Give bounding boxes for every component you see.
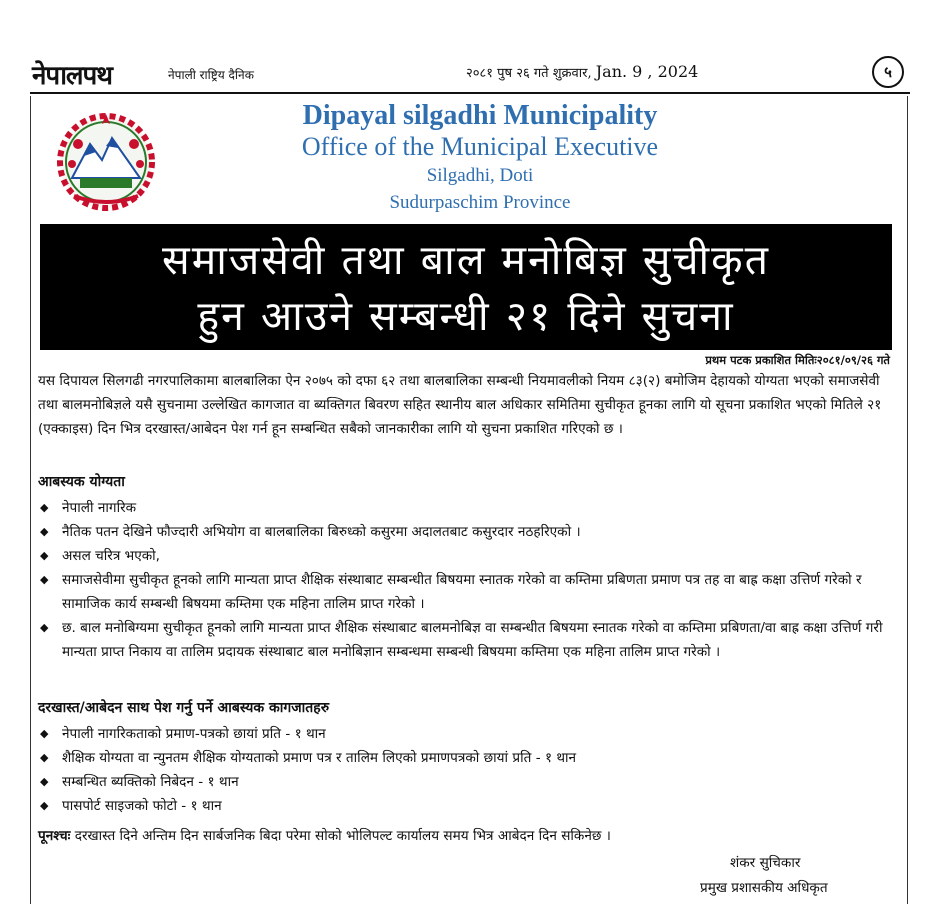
intro-paragraph: यस दिपायल सिलगढी नगरपालिकामा बालबालिका ऐन २०७५ को दफा ६२ तथा बालबालिका सम्बन्धी नियमावलीको नियम ८३(२) बमोजिम देहायको योग्यता भएको समाजसेवी तथा बालमनोबिज्ञले यसै सुचनामा उल्लेखित कागजात वा ब्यक्तिगत बिवरण सहित स्थानीय बाल अधिकार समितिमा सुचीकृत हूनका लागि यो सूचना प्रकाशित भएको मितिले २१ (एक्काइस) दिन भित्र दरखास्त/आबेदन पेश गर्न हून सम्बन्धित सबैको जानकारीका लागि यो सुचना प्रकाशित गरिएको छ । (38, 373, 882, 437)
list-item: ◆ समाजसेवीमा सुचीकृत हूनको लागि मान्यता प्राप्त शैक्षिक संस्थाबाट सम्बन्धीत बिषयमा स्नातक गरेको वा कम्तिमा प्रबिणता प्रमाण पत्र तह वा बाह्र कक्षा उत्तिर्ण गरेको र सामाजिक कार्य सम्बन्धी बिषयमा कम्तिमा एक महिना तालिम प्राप्त गरेको । (38, 568, 900, 616)
masthead (30, 52, 910, 92)
newspaper-tagline: नेपाली राष्ट्रिय दैनिक (168, 68, 254, 82)
publication-date (466, 62, 698, 81)
newspaper-logo: नेपालपथ (32, 61, 112, 91)
page-number: ५ (872, 56, 904, 88)
postscript-label: पूनश्चः (38, 828, 71, 844)
diamond-bullet-icon: ◆ (40, 525, 49, 538)
qualifications-heading: आबस्यक योग्यता (38, 474, 125, 490)
municipality-name: Dipayal silgadhi Municipality (302, 100, 658, 131)
list-item: ◆ पासपोर्ट साइजको फोटो - १ थान (38, 794, 900, 818)
diamond-bullet-icon: ◆ (40, 573, 49, 586)
office-province: Sudurpaschim Province (389, 192, 571, 213)
publication-note: प्रथम पटक प्रकाशित मितिः२०८१/०९/२६ गते (705, 353, 890, 367)
notice-title-line-2: हुन आउने सम्बन्धी २१ दिने सुचना (197, 292, 735, 340)
diamond-bullet-icon: ◆ (40, 727, 49, 740)
diamond-bullet-icon: ◆ (40, 799, 49, 812)
list-item: ◆ असल चरित्र भएको, (38, 544, 900, 568)
office-location: Silgadhi, Doti (426, 165, 534, 186)
notice-title-banner (40, 224, 892, 350)
nepal-municipal-emblem-icon (50, 104, 162, 216)
diamond-bullet-icon: ◆ (40, 549, 49, 562)
publication-date-english: Jan. 9 , 2024 (595, 62, 699, 81)
list-item: ◆ नैतिक पतन देखिने फौज्दारी अभियोग वा बालबालिका बिरुध्को कसुरमा अदालतबाट कसुरदार नठहरिएको । (38, 520, 900, 544)
diamond-bullet-icon: ◆ (40, 751, 49, 764)
diamond-bullet-icon: ◆ (40, 775, 49, 788)
documents-list (38, 722, 900, 818)
masthead-divider (30, 92, 910, 94)
postscript-text: दरखास्त दिने अन्तिम दिन सार्बजनिक बिदा परेमा सोको भोलिपल्ट कार्यालय समय भित्र आबेदन दिन सकिनेछ । (74, 828, 611, 844)
diamond-bullet-icon: ◆ (40, 621, 49, 634)
diamond-bullet-icon: ◆ (40, 501, 49, 514)
qualifications-list (38, 496, 900, 664)
postscript (38, 825, 900, 844)
notice-title-line-1: समाजसेवी तथा बाल मनोबिज्ञ सुचीकृत (162, 236, 770, 284)
list-item: ◆ नेपाली नागरिक (38, 496, 900, 520)
signatory-name: शंकर सुचिकार (730, 855, 801, 871)
list-item: ◆ छ. बाल मनोबिग्यमा सुचीकृत हूनको लागि मान्यता प्राप्त शैक्षिक संस्थाबाट बालमनोबिज्ञ वा सम्बन्धीत बिषयमा स्नातक गरेको वा कम्तिमा प्रबिणता/वा बाह्र कक्षा उत्तिर्ण गरी मान्यता प्राप्त निकाय वा तालिम प्रदायक संस्थाबाट बाल मनोबिज्ञान सम्बन्धमा सम्बन्धी बिषयमा कम्तिमा एक महिना तालिम प्राप्त गरेको । (38, 616, 900, 664)
list-item: ◆ सम्बन्धित ब्यक्तिको निबेदन - १ थान (38, 770, 900, 794)
publication-date-nepali: २०८१ पुष २६ गते शुक्रवार, (466, 66, 592, 81)
list-item: ◆ नेपाली नागरिकताको प्रमाण-पत्रको छायां प्रति - १ थान (38, 722, 900, 746)
signatory-designation: प्रमुख प्रशासकीय अधिकृत (700, 880, 828, 896)
office-name: Office of the Municipal Executive (301, 132, 659, 161)
documents-heading: दरखास्त/आबेदन साथ पेश गर्नु पर्ने आबस्यक कागजातहरु (38, 700, 330, 716)
list-item: ◆ शैक्षिक योग्यता वा न्युनतम शैक्षिक योग्यताको प्रमाण पत्र र तालिम लिएको प्रमाणपत्रको छायां प्रति - १ थान (38, 746, 900, 770)
